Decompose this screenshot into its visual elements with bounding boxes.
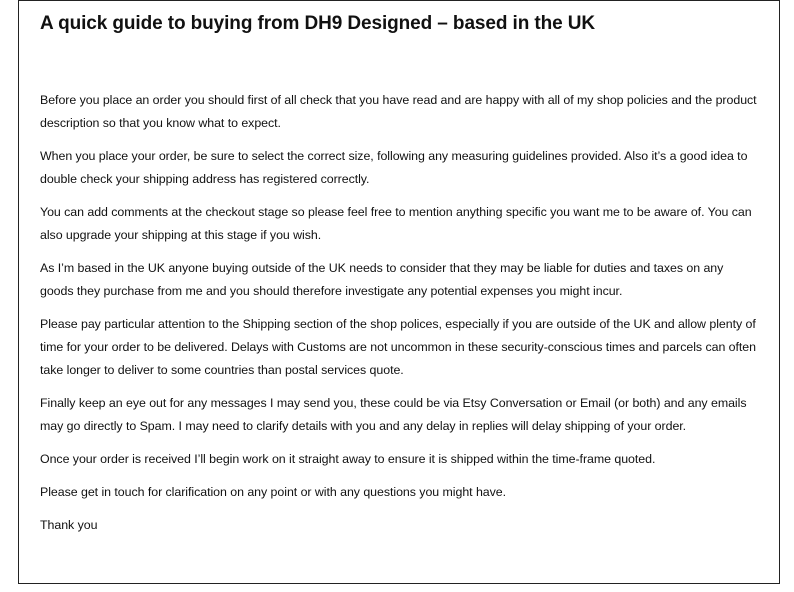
paragraph-thank-you: Thank you [40, 518, 98, 532]
paragraph-shipping: Please pay particular attention to the Shipping section of the shop polices, especially if you are outside of the UK and allow plenty of time for your order to be delivered. Delays with Customs are not uncommon in these security-conscious times and parcels can often take longer to deliver to some countries than postal services quote. [40, 317, 756, 377]
document-body [40, 89, 758, 537]
document-frame [18, 0, 780, 584]
paragraph-checkout-comments: You can add comments at the checkout stage so please feel free to mention anything specific you want me to be aware of. You can also upgrade your shipping at this stage if you wish. [40, 205, 752, 242]
paragraph-messages: Finally keep an eye out for any messages I may send you, these could be via Etsy Conversation or Email (or both) and any emails may go directly to Spam. I may need to clarify details with you and any delay in replies will delay shipping of your order. [40, 396, 747, 433]
paragraph-before-order: Before you place an order you should first of all check that you have read and are happy with all of my shop policies and the product description so that you know what to expect. [40, 93, 757, 130]
paragraph-duties-taxes: As I’m based in the UK anyone buying outside of the UK needs to consider that they may be liable for duties and taxes on any goods they purchase from me and you should therefore investigate any potential expenses you might incur. [40, 261, 724, 298]
paragraph-get-in-touch: Please get in touch for clarification on any point or with any questions you might have. [40, 485, 507, 499]
paragraph-order-received: Once your order is received I’ll begin work on it straight away to ensure it is shipped within the time-frame quoted. [40, 452, 656, 466]
paragraph-place-order: When you place your order, be sure to select the correct size, following any measuring guidelines provided. Also it’s a good idea to double check your shipping address has registered correctly. [40, 149, 748, 186]
document-title: A quick guide to buying from DH9 Designed – based in the UK [40, 13, 596, 34]
